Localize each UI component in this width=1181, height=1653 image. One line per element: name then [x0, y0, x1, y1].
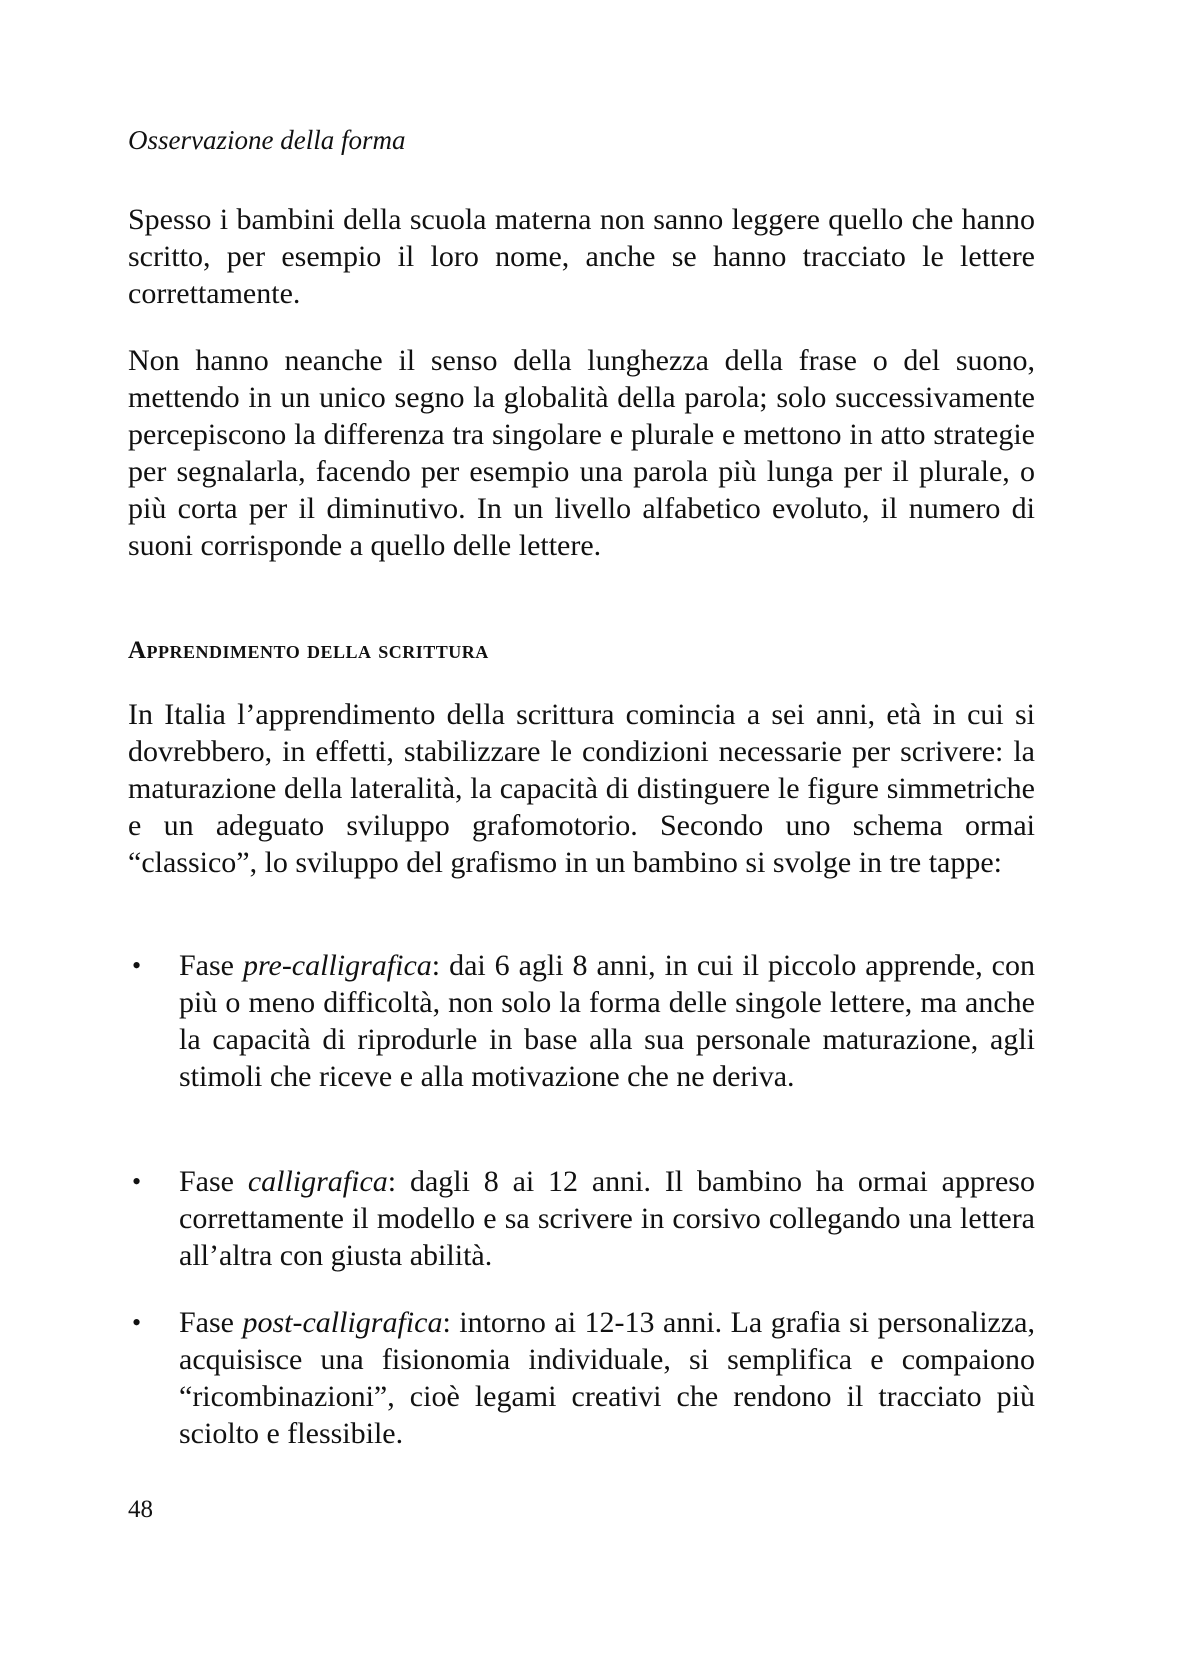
running-head: Osservazione della forma	[128, 125, 406, 155]
phase-term: post-calligrafica	[242, 1306, 443, 1339]
list-item-text	[179, 947, 1035, 1095]
phase-description: : dagli 8 ai 12 anni. Il bambino ha ormai appreso correttamente il modello e sa scrivere in corsivo collegando una lettera all’altra con giusta abilità.	[179, 1165, 1035, 1272]
bullet-icon: •	[132, 1308, 142, 1337]
list-item-text	[179, 1163, 1035, 1274]
paragraph-scuola-materna: Spesso i bambini della scuola materna non sanno leggere quello che hanno scritto, per esempio il loro nome, anche se hanno tracciato le lettere correttamente.	[128, 203, 1035, 310]
section-intro-paragraph: In Italia l’apprendimento della scrittura comincia a sei anni, età in cui si dovrebbero, in effetti, stabilizzare le condizioni necessarie per scrivere: la maturazione della lateralità, la capacità di distinguere le figure simmetriche e un adeguato sviluppo grafomotorio. Secondo uno schema ormai “classico”, lo sviluppo del grafismo in un bambino si svolge in tre tappe:	[128, 698, 1035, 879]
section-heading: Apprendimento della scrittura	[128, 637, 489, 664]
phase-prefix: Fase	[179, 1306, 243, 1339]
paragraph-lunghezza-frase: Non hanno neanche il senso della lunghezza della frase o del suono, mettendo in un unico segno la globalità della parola; solo successivamente percepiscono la differenza tra singolare e plurale e mettono in atto strategie per segnalarla, facendo per esempio una parola più lunga per il plurale, o più corta per il diminutivo. In un livello alfabetico evoluto, il numero di suoni corrisponde a quello delle lettere.	[128, 344, 1035, 562]
bullet-icon: •	[132, 1167, 142, 1196]
phase-description: : dai 6 agli 8 anni, in cui il piccolo apprende, con più o meno difficoltà, non solo la forma delle singole lettere, ma anche la capacità di riprodurle in base alla sua personale maturazione, agli stimoli che riceve e alla motivazione che ne deriva.	[179, 949, 1035, 1093]
bullet-icon: •	[132, 951, 142, 980]
phase-prefix: Fase	[179, 1165, 248, 1198]
phase-term: calligrafica	[247, 1165, 388, 1198]
page-number: 48	[128, 1496, 153, 1523]
phase-prefix: Fase	[179, 949, 243, 982]
phase-term: pre-calligrafica	[242, 949, 432, 982]
phase-description: : intorno ai 12-13 anni. La grafia si personalizza, acquisisce una fisionomia individuale, si semplifica e compaiono “ricombinazioni”, cioè legami creativi che rendono il tracciato più sciolto e flessibile.	[179, 1306, 1035, 1450]
list-item-text	[179, 1304, 1035, 1452]
